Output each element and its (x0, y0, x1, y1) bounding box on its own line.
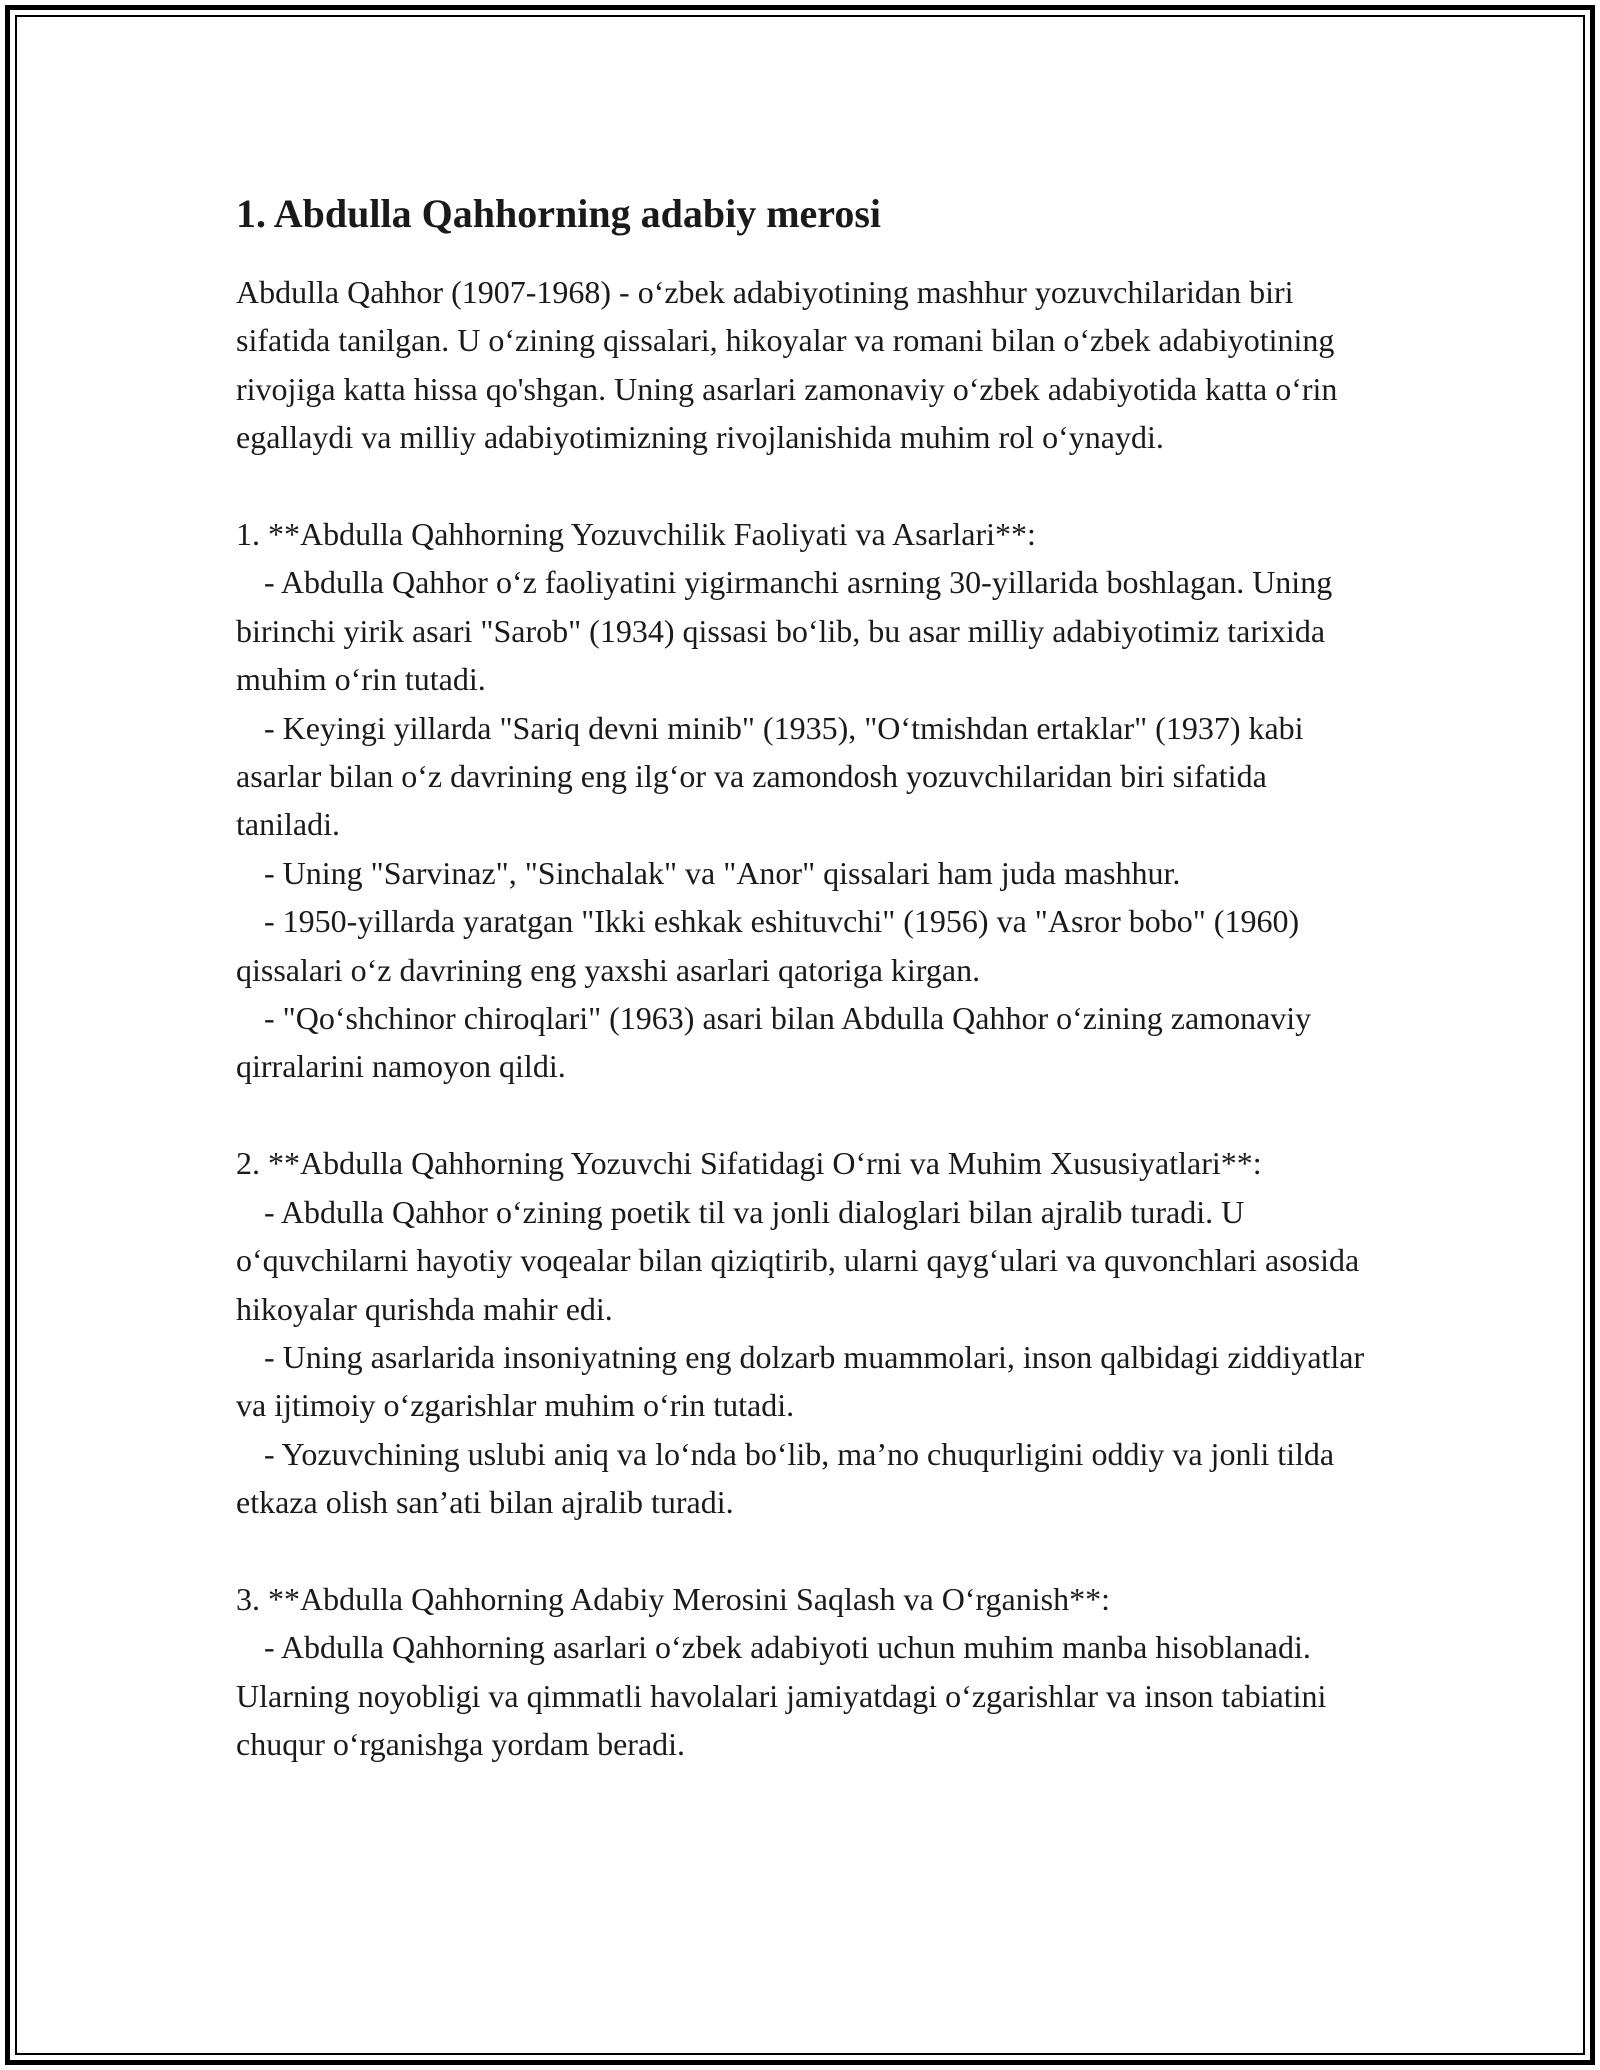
bullet-item: - Abdulla Qahhor o‘zining poetik til va jonli dialoglari bilan ajralib turadi. U o‘quvchilarni hayotiy voqealar bilan qiziqtirib, ularni qayg‘ulari va quvonchlari asosida hikoyalar qurishda mahir edi. (236, 1193, 1360, 1327)
intro-paragraph: Abdulla Qahhor (1907-1968) - o‘zbek adabiyotining mashhur yozuvchilaridan biri sifatida tanilgan. U o‘zining qissalari, hikoyalar va romani bilan o‘zbek adabiyotining rivojiga katta hissa qo'shgan. Uning asarlari zamonaviy o‘zbek adabiyotida katta o‘rin egallaydi va milliy adabiyotimizning rivojlanishida muhim rol o‘ynaydi. (236, 274, 1338, 456)
section-1 (236, 510, 1376, 1091)
section-2 (236, 1139, 1376, 1526)
bullet-item: - Uning "Sarvinaz", "Sinchalak" va "Anor" qissalari ham juda mashhur. (264, 854, 1181, 891)
section-heading: 3. **Abdulla Qahhorning Adabiy Merosini Saqlash va O‘rganish**: (236, 1580, 1110, 1617)
bullet-item: - Abdulla Qahhorning asarlari o‘zbek adabiyoti uchun muhim manba hisoblanadi. Ularning noyobligi va qimmatli havolalari jamiyatdagi o‘zgarishlar va inson tabiatini chuqur o‘rganishga yordam beradi. (236, 1629, 1327, 1763)
spacer (236, 462, 1376, 510)
spacer (236, 1527, 1376, 1575)
bullet-item: - Uning asarlarida insoniyatning eng dolzarb muammolari, inson qalbidagi ziddiyatlar va ijtimoiy o‘zgarishlar muhim o‘rin tutadi. (236, 1338, 1365, 1424)
bullet-item: - Keyingi yillarda "Sariq devni minib" (1935), "O‘tmishdan ertaklar" (1937) kabi asarlar bilan o‘z davrining eng ilg‘or va zamondosh yozuvchilaridan biri sifatida taniladi. (236, 709, 1304, 843)
bullet-item: - Abdulla Qahhor o‘z faoliyatini yigirmanchi asrning 30-yillarida boshlagan. Uning birinchi yirik asari "Sarob" (1934) qissasi bo‘lib, bu asar milliy adabiyotimiz tarixida muhim o‘rin tutadi. (236, 564, 1333, 698)
bullet-item: - "Qo‘shchinor chiroqlari" (1963) asari bilan Abdulla Qahhor o‘zining zamonaviy qirralarini namoyon qildi. (236, 1000, 1312, 1085)
bullet-item: - Yozuvchining uslubi aniq va lo‘nda bo‘lib, ma’no chuqurligini oddiy va jonli tilda etkaza olish san’ati bilan ajralib turadi. (236, 1435, 1335, 1521)
document-title: 1. Abdulla Qahhorning adabiy merosi (236, 191, 881, 236)
section-heading: 2. **Abdulla Qahhorning Yozuvchi Sifatidagi O‘rni va Muhim Xususiyatlari**: (236, 1145, 1262, 1182)
section-heading: 1. **Abdulla Qahhorning Yozuvchilik Faoliyati va Asarlari**: (236, 516, 1036, 553)
bullet-item: - 1950-yillarda yaratgan "Ikki eshkak eshituvchi" (1956) va "Asror bobo" (1960) qissalari o‘z davrining eng yaxshi asarlari qatoriga kirgan. (236, 903, 1300, 988)
document-body (236, 184, 1376, 1769)
section-3 (236, 1575, 1376, 1769)
spacer (236, 1091, 1376, 1139)
